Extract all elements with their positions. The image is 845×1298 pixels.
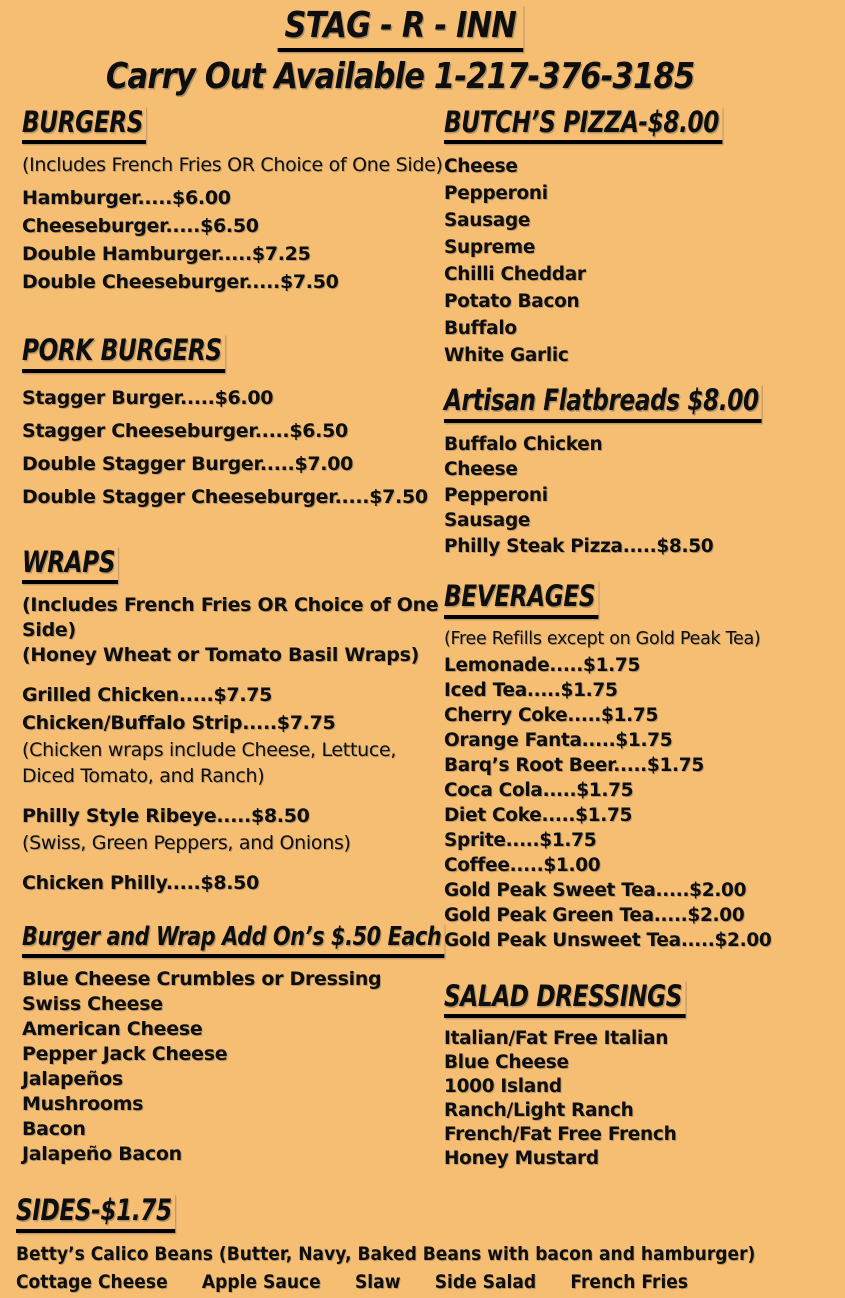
section-addons (22, 923, 444, 1167)
menu-line: Grilled Chicken.....$7.75 (22, 684, 273, 707)
side-item: Apple Sauce (201, 1270, 321, 1293)
dressings-heading: SALAD DRESSINGS (444, 980, 685, 1018)
menu-line: Ranch/Light Ranch (444, 1100, 634, 1122)
addons-list (22, 967, 444, 1167)
sides-list (16, 1267, 688, 1298)
menu-line: Chicken/Buffalo Strip.....$7.75 (22, 712, 336, 735)
menu-line: Philly Style Ribeye.....$8.50 (22, 805, 310, 828)
pork-burgers-list (22, 382, 444, 514)
menu-line: Double Hamburger.....$7.25 (22, 243, 311, 266)
wraps-note-line: (Honey Wheat or Tomato Basil Wraps) (22, 644, 419, 667)
menu-line: Coca Cola.....$1.75 (444, 779, 634, 801)
menu-line: Cheese (444, 156, 518, 178)
flatbreads-heading: Artisan Flatbreads $8.00 (444, 384, 762, 422)
sides-description: Betty’s Calico Beans (Butter, Navy, Baked Beans with bacon and hamburger) (16, 1242, 756, 1265)
menu-line: Chicken Philly.....$8.50 (22, 872, 260, 895)
flatbreads-list (444, 432, 841, 560)
side-item: Side Salad (434, 1270, 537, 1293)
burgers-heading: BURGERS (22, 106, 146, 144)
wraps-notes (22, 593, 444, 668)
right-column (444, 106, 845, 1171)
pizza-heading: BUTCH’S PIZZA-$8.00 (444, 106, 722, 144)
menu-line: 1000 Island (444, 1076, 562, 1098)
dressings-heading-row (444, 980, 841, 1018)
beverages-list (444, 653, 841, 953)
section-burgers (22, 106, 444, 296)
section-beverages (444, 580, 841, 952)
section-pork-burgers (22, 334, 444, 513)
burgers-heading-row (22, 106, 444, 144)
sides-description-row (16, 1242, 800, 1267)
menu-line: Double Cheeseburger.....$7.50 (22, 271, 339, 294)
menu-line: American Cheese (22, 1018, 203, 1041)
sides-heading: SIDES-$1.75 (16, 1194, 175, 1232)
menu-line: Lemonade.....$1.75 (444, 654, 641, 676)
menu-line: Honey Mustard (444, 1148, 599, 1170)
menu-line: Sausage (444, 210, 531, 232)
section-dressings (444, 980, 841, 1171)
section-wraps (22, 546, 444, 897)
menu-line: Diet Coke.....$1.75 (444, 804, 633, 826)
wraps-heading-row (22, 546, 444, 584)
side-item: Slaw (354, 1270, 401, 1293)
menu-line: Jalapeño Bacon (22, 1143, 182, 1166)
menu-line: Supreme (444, 237, 536, 259)
side-item: French Fries (570, 1270, 689, 1293)
menu-line: Iced Tea.....$1.75 (444, 679, 618, 701)
wraps-note-line: (Includes French Fries OR Choice of One Side) (22, 594, 439, 642)
menu-line: (Swiss, Green Peppers, and Onions) (22, 832, 351, 855)
section-flatbreads (444, 384, 841, 559)
beverages-note: (Free Refills except on Gold Peak Tea) (444, 628, 761, 649)
menu-line: Gold Peak Green Tea.....$2.00 (444, 904, 745, 926)
addons-heading-row (22, 923, 444, 958)
menu-line: Pepperoni (444, 484, 548, 506)
left-column (0, 106, 444, 1171)
menu-line: Sprite.....$1.75 (444, 829, 597, 851)
menu-line: Hamburger.....$6.00 (22, 187, 231, 210)
menu-line: Coffee.....$1.00 (444, 854, 601, 876)
wraps-heading: WRAPS (22, 546, 118, 584)
menu-line: Philly Steak Pizza.....$8.50 (444, 535, 714, 557)
menu-line: Cherry Coke.....$1.75 (444, 704, 659, 726)
menu-line: Stagger Burger.....$6.00 (22, 386, 274, 409)
pork-burgers-heading: PORK BURGERS (22, 334, 225, 372)
title-row (0, 5, 800, 52)
section-sides (0, 1194, 800, 1297)
menu-columns (0, 106, 800, 1171)
restaurant-title: STAG - R - INN (277, 5, 522, 52)
dressings-list (444, 1027, 841, 1171)
beverages-heading-row (444, 580, 841, 618)
beverages-heading: BEVERAGES (444, 580, 598, 618)
burgers-list (22, 184, 444, 296)
menu-line: Double Stagger Burger.....$7.00 (22, 452, 354, 475)
burgers-note: (Includes French Fries OR Choice of One Side) (22, 154, 443, 177)
pork-burgers-heading-row (22, 334, 444, 372)
menu-line: Buffalo (444, 318, 517, 340)
menu-line: Blue Cheese Crumbles or Dressing (22, 968, 382, 991)
flatbreads-heading-row (444, 384, 841, 422)
menu-line: White Garlic (444, 345, 569, 367)
menu-line: Sausage (444, 510, 531, 532)
sides-heading-row (16, 1194, 800, 1232)
menu-line: Jalapeños (22, 1068, 123, 1091)
addons-heading: Burger and Wrap Add On’s $.50 Each (22, 923, 445, 958)
menu-line: Italian/Fat Free Italian (444, 1028, 669, 1050)
menu-line: Cheeseburger.....$6.50 (22, 215, 259, 238)
subtitle-row (0, 56, 800, 98)
menu-line: Gold Peak Unsweet Tea.....$2.00 (444, 929, 772, 951)
menu-line: Blue Cheese (444, 1052, 569, 1074)
menu-line: Chilli Cheddar (444, 264, 586, 286)
section-pizza (444, 106, 841, 369)
pizza-heading-row (444, 106, 841, 144)
menu-line: Mushrooms (22, 1093, 144, 1116)
menu-line: Barq’s Root Beer.....$1.75 (444, 754, 704, 776)
menu-line: Pepper Jack Cheese (22, 1043, 228, 1066)
menu-line: French/Fat Free French (444, 1124, 677, 1146)
pizza-list (444, 153, 841, 369)
wraps-list (22, 681, 444, 897)
menu-line: Gold Peak Sweet Tea.....$2.00 (444, 879, 747, 901)
menu-line: Bacon (22, 1118, 86, 1141)
menu-line: Stagger Cheeseburger.....$6.50 (22, 419, 348, 442)
menu-line: Potato Bacon (444, 291, 580, 313)
side-item: Cottage Cheese (16, 1270, 168, 1293)
menu-line: Buffalo Chicken (444, 433, 603, 455)
menu-line: Double Stagger Cheeseburger.....$7.50 (22, 485, 428, 508)
menu-line: (Chicken wraps include Cheese, Lettuce, Diced Tomato, and Ranch) (22, 739, 397, 788)
menu-line: Orange Fanta.....$1.75 (444, 729, 673, 751)
menu-line: Swiss Cheese (22, 993, 163, 1016)
carryout-phone-line: Carry Out Available 1-217-376-3185 (105, 56, 695, 98)
header (0, 0, 800, 99)
menu-line: Pepperoni (444, 183, 548, 205)
menu-line: Cheese (444, 459, 518, 481)
